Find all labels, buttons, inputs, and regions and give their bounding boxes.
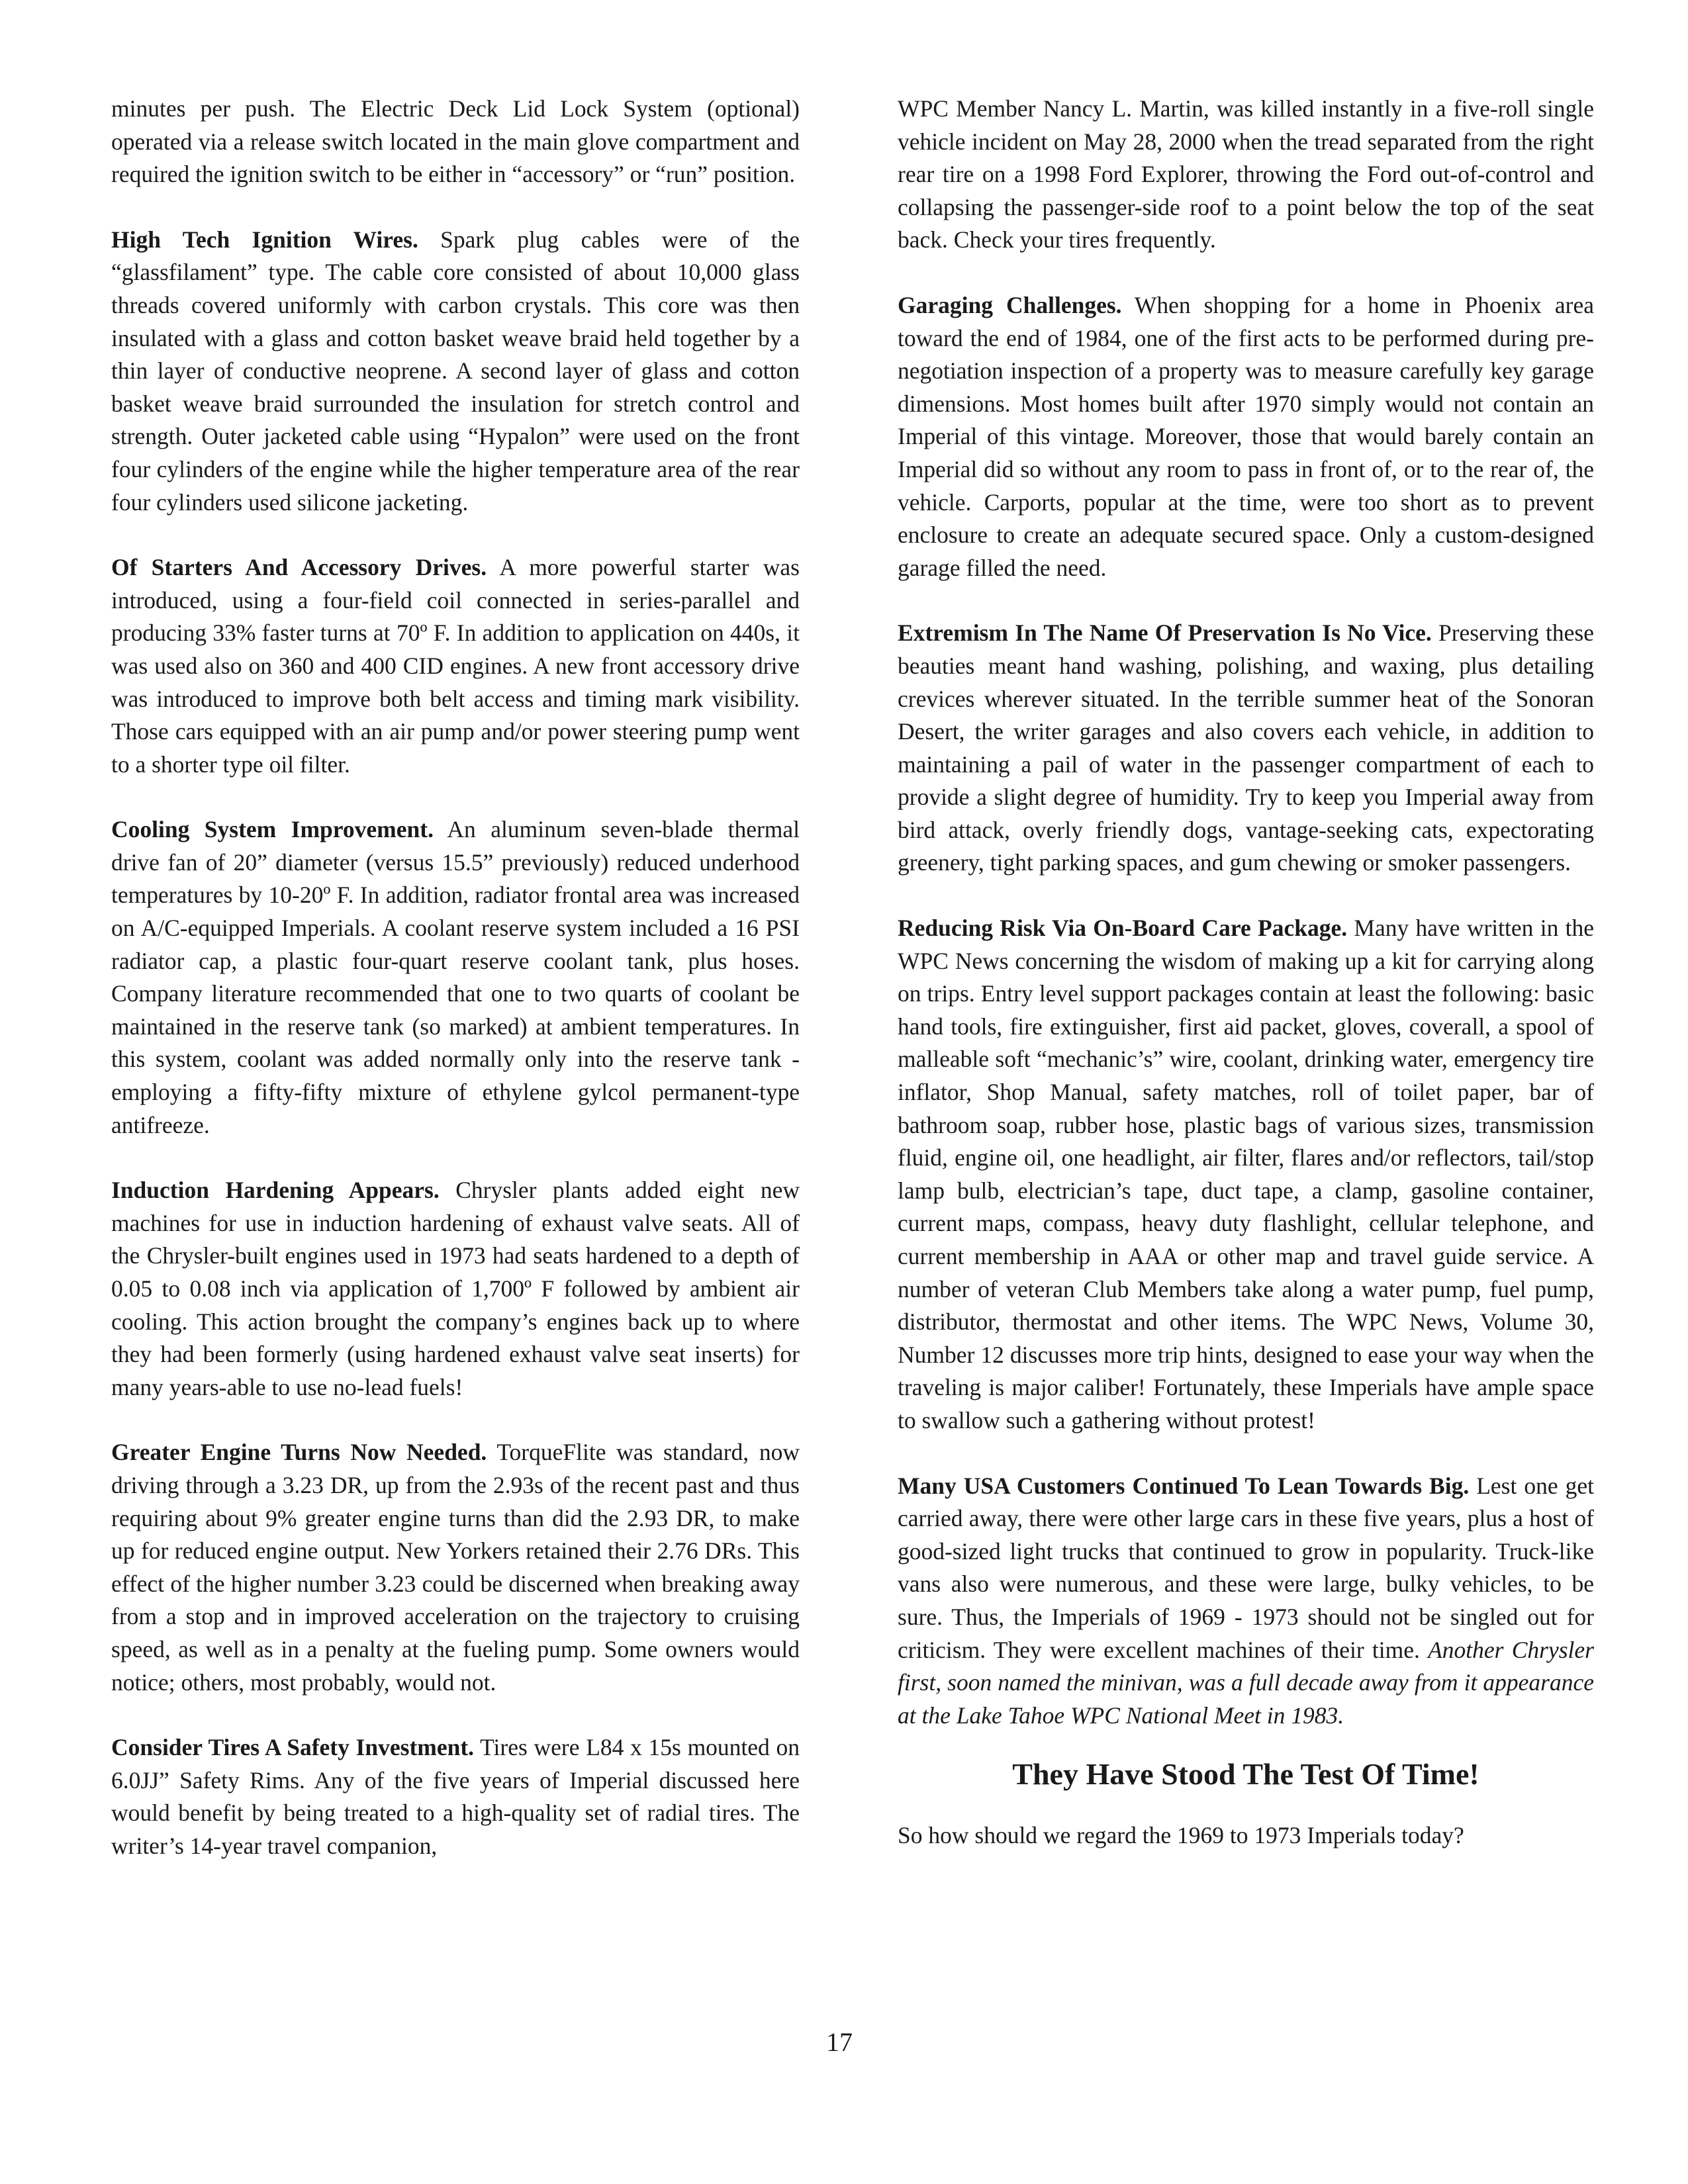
paragraph-induction-hardening — [111, 1174, 800, 1404]
paragraph-heading: Induction Hardening Appears. — [111, 1177, 440, 1204]
page-number: 17 — [826, 2027, 853, 2057]
paragraph-garaging — [898, 289, 1594, 584]
paragraph-body: Tires were L84 x 15s mounted on 6.0JJ” Safety Rims. Any of the five years of Imperial discussed here would benefit by being treated to a high-quality set of radial tires. The writer’s 14-year travel companion, — [111, 1734, 800, 1859]
paragraph-heading: Cooling System Improvement. — [111, 816, 434, 843]
paragraph-preservation — [898, 617, 1594, 880]
paragraph-heading: Garaging Challenges. — [898, 291, 1122, 318]
paragraph-heading: Of Starters And Accessory Drives. — [111, 554, 487, 581]
paragraph-heading: High Tech Ignition Wires. — [111, 226, 418, 253]
right-column — [898, 93, 1594, 1852]
paragraph-heading: Extremism In The Name Of Preservation Is No Vice. — [898, 619, 1432, 647]
paragraph-heading: Greater Engine Turns Now Needed. — [111, 1439, 487, 1466]
paragraph-tires-continuation — [898, 93, 1594, 257]
paragraph-ignition-wires — [111, 224, 800, 519]
paragraph-body: Preserving these beauties meant hand washing, polishing, and waxing, plus detailing crevices wherever situated. In the terrible summer heat of the Sonoran Desert, the writer garages and also covers each vehicle, in addition to maintaining a pail of water in the passenger compartment of each to provide a slight degree of humidity. Try to keep you Imperial away from bird attack, overly friendly dogs, vantage-seeking cats, expectorating greenery, tight parking spaces, and gum chewing or smoker passengers. — [898, 619, 1594, 876]
paragraph-heading: Many USA Customers Continued To Lean Towards Big. — [898, 1472, 1470, 1499]
paragraph-body: An aluminum seven-blade thermal drive fan of 20” diameter (versus 15.5” previously) reduced underhood temperatures by 10-20º F. In addition, radiator frontal area was increased on A/C-equipped Imperials. A coolant reserve system included a 16 PSI radiator cap, a plastic four-quart reserve coolant tank, plus hoses. Company literature recommended that one to two quarts of coolant be maintained in the reserve tank (so marked) at ambient temperatures. In this system, coolant was added normally only into the reserve tank - employing a fifty-fifty mixture of ethylene gylcol permanent-type antifreeze. — [111, 816, 800, 1138]
left-column — [111, 93, 800, 1863]
paragraph-italic-note: Another Chrysler first, soon named the minivan, was a full decade away from it appearance at the Lake Tahoe WPC National Meet in 1983. — [898, 1636, 1594, 1729]
paragraph-heading: Consider Tires A Safety Investment. — [111, 1734, 475, 1761]
paragraph-body: TorqueFlite was standard, now driving through a 3.23 DR, up from the 2.93s of the recent past and thus requiring about 9% greater engine turns than did the 2.93 DR, to make up for reduced engine output. New Yorkers retained their 2.76 DRs. This effect of the higher number 3.23 could be discerned when breaking away from a stop and in improved acceleration on the trajectory to cruising speed, as well as in a penalty at the fueling pump. Some owners would notice; others, most probably, would not. — [111, 1439, 800, 1696]
paragraph-care-package — [898, 912, 1594, 1437]
paragraph-engine-turns — [111, 1436, 800, 1699]
paragraph-cooling-system — [111, 813, 800, 1142]
paragraph-body: When shopping for a home in Phoenix area toward the end of 1984, one of the first acts to be performed during pre-negotiation inspection of a property was to measure carefully key garage dimensions. Most homes built after 1970 simply would not contain an Imperial of this vintage. Moreover, those that would barely contain an Imperial did so without any room to pass in front of, or to the rear of, the vehicle. Carports, popular at the time, were too short as to prevent enclosure to create an adequate secured space. Only a custom-designed garage filled the need. — [898, 291, 1595, 581]
paragraph-body: Lest one get carried away, there were other large cars in these five years, plus a host of good-sized light trucks that continued to grow in popularity. Truck-like vans also were numerous, and these were large, bulky vehicles, to be sure. Thus, the Imperials of 1969 - 1973 should not be singled out for criticism. They were excellent machines of their time. — [898, 1472, 1594, 1663]
paragraph-conclusion-intro — [898, 1819, 1594, 1852]
paragraph-body: So how should we regard the 1969 to 1973 Imperials today? — [898, 1822, 1464, 1849]
paragraph-starters — [111, 551, 800, 781]
paragraph-body: Spark plug cables were of the “glassfilament” type. The cable core consisted of about 10,000 glass threads covered uniformly with carbon crystals. This core was then insulated with a glass and cotton basket weave braid held together by a thin layer of conductive neoprene. A second layer of glass and cotton basket weave braid surrounded the insulation for stretch control and strength. Outer jacketed cable using “Hypalon” were used on the front four cylinders of the engine while the higher temperature area of the rear four cylinders used silicone jacketing. — [111, 226, 800, 516]
section-title: They Have Stood The Test Of Time! — [1012, 1757, 1479, 1792]
paragraph-body: WPC Member Nancy L. Martin, was killed instantly in a five-roll single vehicle incident on May 28, 2000 when the tread separated from the right rear tire on a 1998 Ford Explorer, throwing the Ford out-of-control and collapsing the passenger-side roof to a point below the top of the seat back. Check your tires frequently. — [898, 95, 1594, 253]
paragraph-tires — [111, 1731, 800, 1862]
paragraph-lean-towards-big — [898, 1470, 1594, 1733]
paragraph-heading: Reducing Risk Via On-Board Care Package. — [898, 915, 1348, 942]
paragraph-body: Many have written in the WPC News concerning the wisdom of making up a kit for carrying along on trips. Entry level support packages contain at least the following: basic hand tools, fire extinguisher, first aid packet, gloves, coverall, a spool of malleable soft “mechanic’s” wire, coolant, drinking water, emergency tire inflator, Shop Manual, safety matches, roll of toilet paper, bar of bathroom soap, rubber hose, plastic bags of various sizes, transmission fluid, engine oil, one headlight, air filter, flares and/or reflectors, tail/stop lamp bulb, electrician’s tape, duct tape, a clamp, gasoline container, current maps, compass, heavy duty flashlight, cellular telephone, and current membership in AAA or other map and travel guide service. A number of veteran Club Members take along a water pump, fuel pump, distributor, thermostat and other items. The WPC News, Volume 30, Number 12 discusses more trip hints, designed to ease your way when the traveling is major caliber! Fortunately, these Imperials have ample space to swallow such a gathering without protest! — [898, 915, 1594, 1433]
paragraph-body: A more powerful starter was introduced, using a four-field coil connected in series-parallel and producing 33% faster turns at 70º F. In addition to application on 440s, it was used also on 360 and 400 CID engines. A new front accessory drive was introduced to improve both belt access and timing mark visibility. Those cars equipped with an air pump and/or power steering pump went to a shorter type oil filter. — [111, 554, 800, 778]
paragraph-deck-lid-continuation — [111, 93, 800, 191]
paragraph-body: minutes per push. The Electric Deck Lid Lock System (optional) operated via a release switch located in the main glove compartment and required the ignition switch to be either in “accessory” or “run” position. — [111, 95, 800, 188]
paragraph-body: Chrysler plants added eight new machines for use in induction hardening of exhaust valve seats. All of the Chrysler-built engines used in 1973 had seats hardened to a depth of 0.05 to 0.08 inch via application of 1,700º F followed by ambient air cooling. This action brought the company’s engines back up to where they had been formerly (using hardened exhaust valve seat inserts) for many years-able to use no-lead fuels! — [111, 1177, 800, 1400]
